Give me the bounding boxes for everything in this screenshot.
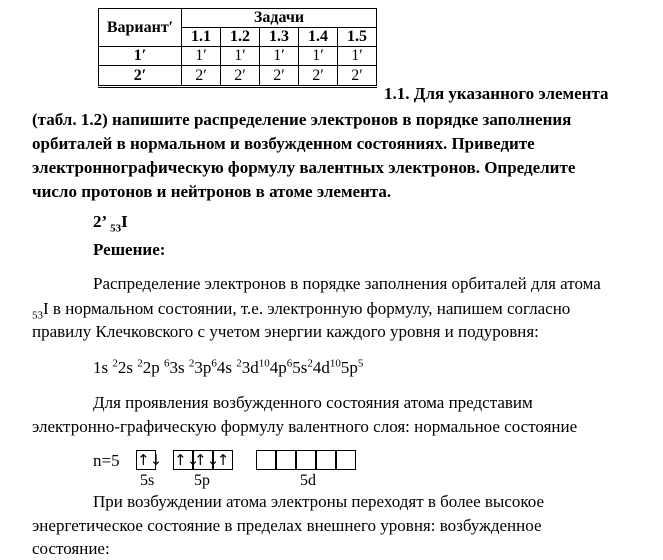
task-text-line: электроннографическую формулу валентных электронов. Определите	[32, 158, 576, 177]
formula-superscript: 2	[112, 357, 118, 370]
variant-table	[98, 8, 377, 88]
formula-superscript: 6	[211, 357, 217, 370]
orbital-cell-5d	[296, 450, 316, 470]
table-cell: 2′	[182, 66, 221, 87]
orbital-cell-5p: ↑↓	[174, 451, 200, 469]
sublevel-label-5p: 5p	[194, 472, 210, 489]
paragraph-line: При возбуждении атома электроны переходят в более высокое	[93, 492, 545, 511]
formula-text: 3s	[169, 358, 189, 377]
orbital-cell-5d	[316, 450, 336, 470]
solution-heading: Решение:	[93, 240, 166, 259]
paragraph-line: электронно-графическую формулу валентного слоя: нормальное состояние	[32, 417, 578, 436]
formula-text: 2p	[142, 358, 164, 377]
column-header: 1.3	[260, 28, 299, 47]
orbital-cell-5d	[256, 450, 276, 470]
column-header: 1.5	[338, 28, 377, 47]
paragraph-line: состояние:	[32, 539, 110, 558]
table-cell: 1′	[260, 47, 299, 66]
orbital-cell-5p: ↑	[213, 450, 233, 470]
task-text-line: число протонов и нейтронов в атоме элемента.	[32, 182, 392, 201]
table-cell: 2′	[260, 66, 299, 87]
variant-element-line	[93, 211, 128, 233]
task-text-line: 1.1. Для указанного элемента	[384, 84, 609, 103]
variant-prefix: 2’	[93, 212, 106, 231]
task-text-line: орбиталей в нормальном и возбужденном состояниях. Приведите	[32, 134, 535, 153]
formula-text: 3d	[241, 358, 259, 377]
table-row	[99, 47, 377, 66]
variant-header: Вариант′	[99, 9, 182, 47]
element-symbol: I	[121, 212, 128, 231]
table-cell: 2′	[221, 66, 260, 87]
formula-text: 2s	[117, 358, 138, 377]
formula-text: 4d	[312, 358, 330, 377]
table-cell: 1′	[338, 47, 377, 66]
column-header: 1.2	[221, 28, 260, 47]
table-row	[99, 66, 377, 87]
orbital-cell-5s: ↑↓	[137, 451, 163, 469]
formula-text: 1s	[93, 358, 113, 377]
paragraph-line	[32, 298, 570, 320]
formula-superscript: 10	[258, 357, 270, 370]
formula-superscript: 2	[236, 357, 242, 370]
formula-text: 3p	[194, 358, 212, 377]
atomic-number: 53	[32, 309, 43, 322]
formula-text: 5p	[340, 358, 358, 377]
atomic-number: 53	[110, 222, 122, 235]
formula-superscript: 6	[164, 357, 170, 370]
table-cell: 2′	[299, 66, 338, 87]
tasks-group-header: Задачи	[182, 9, 377, 28]
orbital-cell-5p: ↑↓	[194, 451, 220, 469]
paragraph-line: правилу Клечковского с учетом энергии каждого уровня и подуровня:	[32, 322, 539, 341]
table-cell: 2′	[338, 66, 377, 87]
formula-superscript: 5	[357, 357, 364, 370]
formula-superscript: 6	[286, 357, 293, 370]
orbital-cell-5d	[336, 450, 356, 470]
paragraph-line: энергетическое состояние в пределах внешнего уровня: возбужденное	[32, 516, 542, 535]
paragraph-line: Для проявления возбужденного состояния атома представим	[93, 393, 533, 412]
column-header: 1.1	[182, 28, 221, 47]
table-cell: 1′	[182, 47, 221, 66]
formula-superscript: 2	[137, 357, 143, 370]
electron-formula	[93, 357, 363, 379]
formula-superscript: 10	[329, 357, 341, 370]
task-text-line: (табл. 1.2) напишите распределение электронов в порядке заполнения	[32, 110, 572, 129]
formula-superscript: 2	[307, 357, 313, 370]
orbital-cell-5d	[276, 450, 296, 470]
column-header: 1.4	[299, 28, 338, 47]
row-label: 1′	[99, 47, 182, 66]
table-cell: 1′	[221, 47, 260, 66]
formula-text: 5s	[292, 358, 308, 377]
sublevel-label-5d: 5d	[300, 472, 316, 489]
sublevel-label-5s: 5s	[140, 472, 155, 489]
formula-superscript: 2	[188, 357, 195, 370]
level-label: n=5	[93, 451, 120, 470]
formula-text: 4s	[216, 358, 237, 377]
paragraph-line: Распределение электронов в порядке заполнения орбиталей для атома	[93, 274, 601, 293]
formula-text: 4p	[269, 358, 287, 377]
table-cell: 1′	[299, 47, 338, 66]
row-label: 2′	[99, 66, 182, 87]
paragraph-text: I в нормальном состоянии, т.е. электронную формулу, напишем согласно	[43, 299, 571, 318]
